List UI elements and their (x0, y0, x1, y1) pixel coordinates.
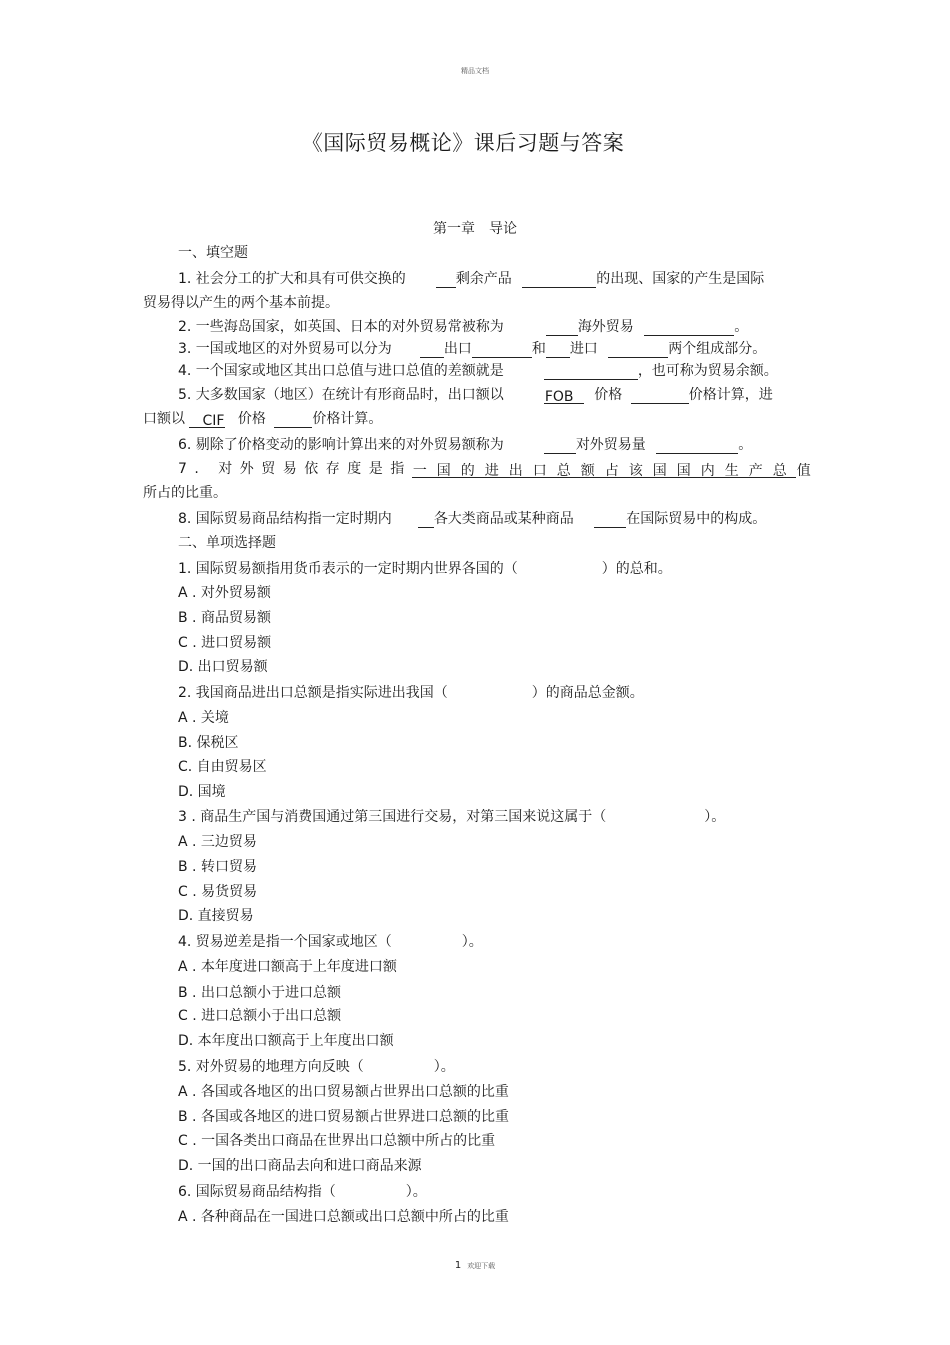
answer-text: FOB (544, 389, 574, 405)
fill-question-7-continued: 所占的比重。 (143, 485, 227, 501)
page-number: 1 (454, 1260, 462, 1271)
choice-option: C. 自由贸易区 (178, 759, 267, 775)
question-text: 8. 国际贸易商品结构指一定时期内 (178, 511, 392, 527)
fill-question-1 (178, 270, 764, 288)
answer-blank (608, 342, 668, 358)
choice-option: D. 直接贸易 (178, 908, 254, 924)
choice-option: C . 进口贸易额 (178, 635, 272, 651)
question-text: 在国际贸易中的构成。 (626, 511, 767, 527)
fill-question-4 (178, 362, 778, 380)
answer-text: 一国的进出口总额占该国国内生产总值 (412, 463, 821, 479)
section-fill-blank-heading: 一、填空题 (178, 245, 248, 261)
answer-blank (544, 438, 576, 454)
question-text: 和 (531, 341, 546, 357)
choice-option: B . 商品贸易额 (178, 610, 271, 626)
section-single-choice-heading: 二、单项选择题 (178, 535, 276, 551)
choice-question-6-stem: 6. 国际贸易商品结构指（ ）。 (178, 1184, 427, 1200)
answer-text: 海外贸易 (577, 319, 634, 335)
answer-text: 进口 (569, 341, 598, 357)
page-header: 精品文档 (461, 67, 489, 75)
question-text: 价格 (237, 411, 266, 427)
question-text: 7. 对外贸易依存度是指 (178, 461, 412, 477)
choice-option: C . 一国各类出口商品在世界出口总额中所占的比重 (178, 1133, 496, 1149)
choice-option: A . 各种商品在一国进口总额或出口总额中所占的比重 (178, 1209, 509, 1225)
answer-blank (644, 320, 734, 336)
fill-question-2 (178, 318, 748, 336)
page-footer (0, 1260, 950, 1271)
answer-text: 对外贸易量 (575, 437, 646, 453)
choice-option: D. 出口贸易额 (178, 659, 268, 675)
question-text: 口额以 (143, 411, 185, 427)
answer-blank (274, 412, 312, 428)
answer-text: 出口 (443, 341, 472, 357)
question-text: 5. 大多数国家（地区）在统计有形商品时，出口额以 (178, 387, 504, 403)
footer-note: 欢迎下载 (467, 1262, 496, 1270)
document-title: 《国际贸易概论》课后习题与答案 (301, 131, 625, 155)
question-text: 6. 剔除了价格变动的影响计算出来的对外贸易额称为 (178, 437, 504, 453)
choice-option: D. 一国的出口商品去向和进口商品来源 (178, 1158, 422, 1174)
choice-option: A . 本年度进口额高于上年度进口额 (178, 959, 397, 975)
answer-blank (189, 412, 225, 428)
fill-question-5 (178, 386, 773, 404)
answer-blank (546, 342, 570, 358)
fill-question-5-continued (143, 410, 382, 428)
answer-blank (544, 388, 584, 404)
question-text: 2. 一些海岛国家，如英国、日本的对外贸易常被称为 (178, 319, 504, 335)
answer-blank (436, 272, 456, 288)
question-text: 。 (738, 437, 753, 453)
choice-option: B . 各国或各地区的进口贸易额占世界进口总额的比重 (178, 1109, 509, 1125)
choice-option: B. 保税区 (178, 735, 239, 751)
answer-text: 各大类商品或某种商品 (433, 511, 574, 527)
choice-option: D. 国境 (178, 784, 226, 800)
answer-blank (546, 320, 578, 336)
question-text: 价格计算。 (312, 411, 383, 427)
fill-question-6 (178, 436, 752, 454)
question-text: 两个组成部分。 (668, 341, 767, 357)
answer-blank (544, 364, 638, 380)
choice-question-5-stem: 5. 对外贸易的地理方向反映（ ）。 (178, 1059, 455, 1075)
choice-question-4-stem: 4. 贸易逆差是指一个国家或地区（ ）。 (178, 934, 483, 950)
choice-question-1-stem: 1. 国际贸易额指用货币表示的一定时期内世界各国的（ ）的总和。 (178, 561, 672, 577)
question-text: 的出现、国家的产生是国际 (596, 271, 765, 287)
choice-option: C . 易货贸易 (178, 884, 258, 900)
answer-blank (412, 462, 821, 479)
choice-option: A . 三边贸易 (178, 834, 257, 850)
answer-blank (420, 342, 444, 358)
answer-blank (594, 512, 626, 528)
question-text: 。 (734, 319, 749, 335)
choice-option: B . 出口总额小于进口总额 (178, 985, 341, 1001)
answer-text: 剩余产品 (455, 271, 512, 287)
answer-blank (631, 388, 689, 404)
question-text: 1. 社会分工的扩大和具有可供交换的 (178, 271, 406, 287)
fill-question-7 (178, 460, 821, 479)
choice-option: C . 进口总额小于出口总额 (178, 1008, 342, 1024)
answer-blank (472, 342, 532, 358)
chapter-heading: 第一章 导论 (433, 221, 517, 237)
choice-option: B . 转口贸易 (178, 859, 257, 875)
answer-blank (656, 438, 738, 454)
choice-option: A . 各国或各地区的出口贸易额占世界出口总额的比重 (178, 1084, 509, 1100)
answer-text: CIF (202, 413, 225, 429)
question-text: 3. 一国或地区的对外贸易可以分为 (178, 341, 392, 357)
fill-question-3 (178, 340, 766, 358)
choice-question-2-stem: 2. 我国商品进出口总额是指实际进出我国（ ）的商品总金额。 (178, 685, 644, 701)
question-text: 价格 (594, 387, 623, 403)
question-text: 价格计算，进 (688, 387, 773, 403)
choice-option: A . 关境 (178, 710, 229, 726)
answer-blank (418, 512, 434, 528)
fill-question-8 (178, 510, 766, 528)
question-text: ，也可称为贸易余额。 (637, 363, 778, 379)
fill-question-1-continued: 贸易得以产生的两个基本前提。 (143, 295, 339, 311)
answer-blank (522, 272, 596, 288)
question-text: 4. 一个国家或地区其出口总值与进口总值的差额就是 (178, 363, 504, 379)
choice-option: A . 对外贸易额 (178, 585, 271, 601)
choice-question-3-stem: 3 . 商品生产国与消费国通过第三国进行交易，对第三国来说这属于（ ）。 (178, 809, 726, 825)
choice-option: D. 本年度出口额高于上年度出口额 (178, 1033, 394, 1049)
